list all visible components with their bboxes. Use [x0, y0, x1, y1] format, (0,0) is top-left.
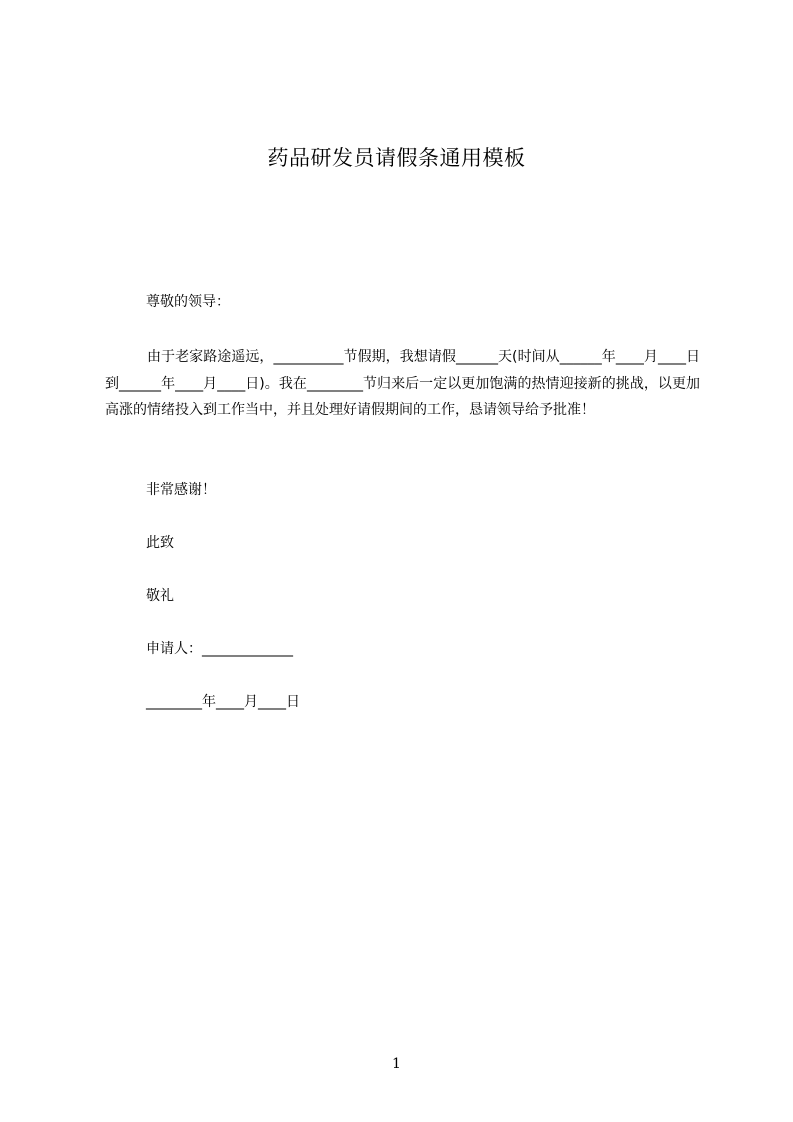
body-paragraph: 由于老家路途遥远，__________节假期，我想请假______天(时间从______年____月____日到______年____月____日)。我在________节归来后一定以更加饱满的热情迎接新的挑战，以更加高涨的情绪投入到工作当中，并且处理好请假期间的工作，恳请领导给予批准！	[105, 349, 700, 418]
document-title: 药品研发员请假条通用模板	[267, 146, 526, 170]
page-number: 1	[392, 1056, 401, 1072]
closing-line-2: 敬礼	[146, 588, 174, 604]
date-line: ________年____月____日	[146, 694, 300, 710]
closing-line-1: 此致	[146, 535, 174, 551]
salutation: 尊敬的领导：	[146, 294, 230, 310]
thanks-line: 非常感谢！	[146, 482, 216, 498]
applicant-line: 申请人：_____________	[146, 641, 293, 657]
